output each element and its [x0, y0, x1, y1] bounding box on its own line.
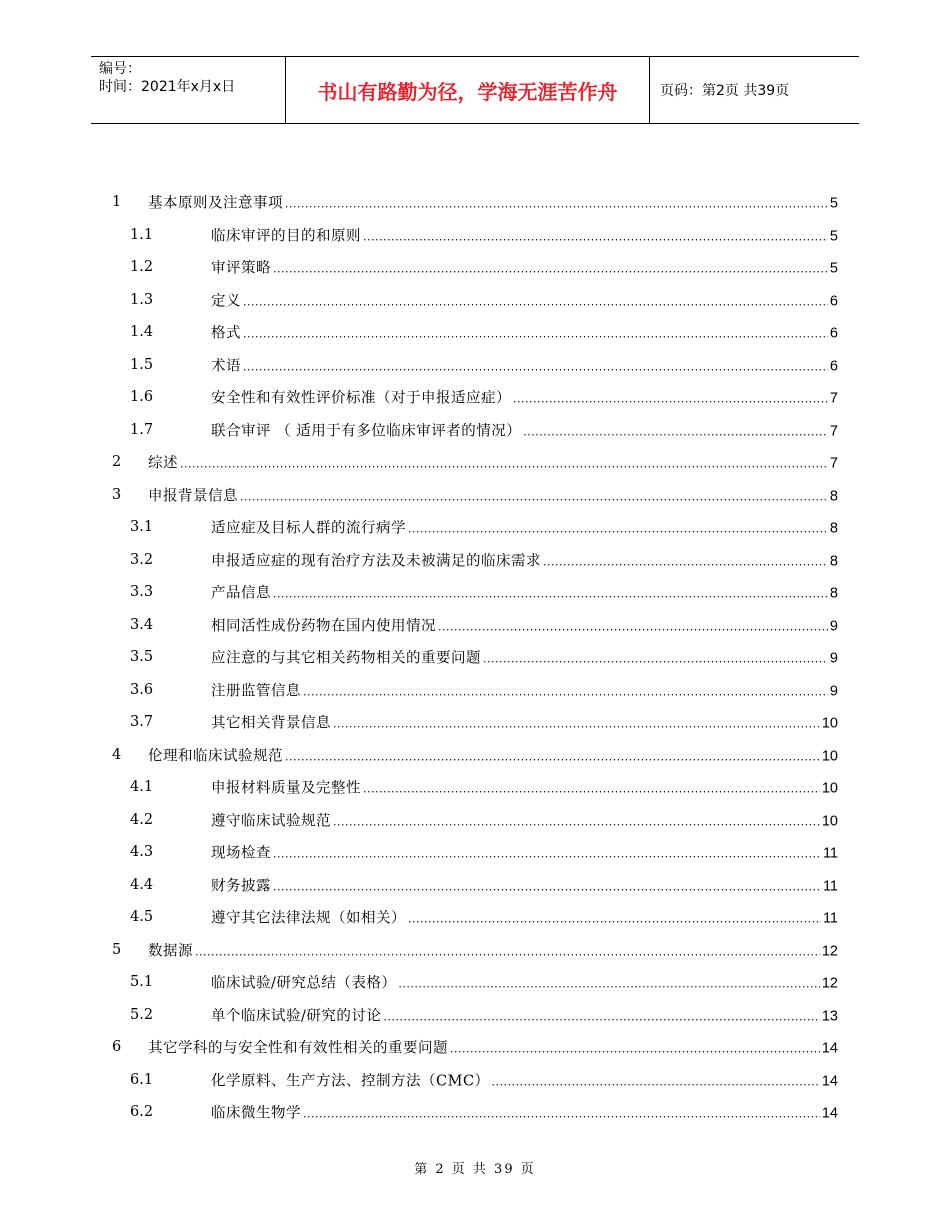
toc-dot-leader: [303, 685, 828, 698]
toc-entry-line: [211, 419, 838, 440]
toc-entry-title: 格式: [211, 325, 241, 342]
toc-entry-number: 3.7: [130, 714, 154, 731]
toc-entry-line: [211, 972, 838, 993]
toc-dot-leader: [363, 230, 828, 243]
header-motto: 书山有路勤为径，学海无涯苦作舟: [286, 57, 650, 123]
toc-entry-number: 1: [112, 194, 122, 211]
toc-entry-title: 综述: [148, 455, 178, 472]
toc-entry[interactable]: [0, 479, 950, 512]
toc-entry[interactable]: [0, 966, 950, 999]
toc-dot-leader: [273, 880, 821, 893]
toc-entry-number: 3.6: [130, 681, 154, 698]
toc-entry-title: 审评策略: [211, 260, 271, 277]
toc-entry[interactable]: [0, 544, 950, 577]
toc-entry-page: 7: [829, 455, 838, 472]
toc-entry[interactable]: [0, 674, 950, 707]
toc-entry[interactable]: [0, 186, 950, 219]
toc-entry-number: 3.3: [130, 584, 154, 601]
toc-entry-number: 3.2: [130, 551, 154, 568]
toc-entry[interactable]: [0, 771, 950, 804]
toc-dot-leader: [303, 1108, 820, 1121]
toc-entry-title: 现场检查: [211, 845, 271, 862]
toc-entry-title: 相同活性成份药物在国内使用情况: [211, 618, 436, 635]
document-number-label: 编号：: [99, 61, 141, 77]
toc-entry-line: [211, 387, 838, 408]
toc-entry-number: 6: [112, 1039, 122, 1056]
toc-entry-line: [211, 1102, 838, 1123]
toc-dot-leader: [483, 653, 828, 666]
toc-entry-number: 1.1: [130, 226, 154, 243]
toc-entry-line: [148, 939, 838, 960]
toc-entry[interactable]: [0, 804, 950, 837]
toc-entry-number: 1.4: [130, 324, 154, 341]
toc-entry[interactable]: [0, 1031, 950, 1064]
toc-entry-page: 12: [821, 975, 838, 992]
toc-entry[interactable]: [0, 934, 950, 967]
toc-entry-title: 安全性和有效性评价标准（对于申报适应症）: [211, 390, 511, 407]
toc-entry-number: 4.2: [130, 811, 154, 828]
toc-entry-title: 伦理和临床试验规范: [148, 748, 283, 765]
toc-dot-leader: [438, 620, 828, 633]
toc-entry-title: 数据源: [148, 943, 193, 960]
toc-dot-leader: [195, 945, 820, 958]
toc-entry-page: 6: [829, 325, 838, 342]
toc-entry-title: 遵守临床试验规范: [211, 813, 331, 830]
toc-entry-line: [211, 549, 838, 570]
toc-entry-page: 12: [821, 943, 838, 960]
toc-entry-number: 1.6: [130, 389, 154, 406]
toc-entry-number: 2: [112, 454, 122, 471]
toc-dot-leader: [273, 588, 828, 601]
toc-entry-line: [148, 1037, 838, 1058]
toc-entry-page: 10: [821, 813, 838, 830]
toc-entry-number: 5.2: [130, 1006, 154, 1023]
toc-entry-page: 9: [829, 618, 838, 635]
toc-entry[interactable]: [0, 1064, 950, 1097]
toc-dot-leader: [363, 783, 820, 796]
toc-dot-leader: [180, 458, 828, 471]
page-footer: 第 2 页 共 39 页: [414, 1162, 536, 1177]
toc-entry-page: 10: [821, 748, 838, 765]
toc-dot-leader: [243, 360, 828, 373]
toc-entry-line: [211, 842, 838, 863]
toc-entry[interactable]: [0, 446, 950, 479]
toc-entry-line: [211, 517, 838, 538]
toc-dot-leader: [243, 328, 828, 341]
toc-dot-leader: [398, 978, 819, 991]
page-header: [91, 56, 859, 124]
toc-entry-number: 1.7: [130, 421, 154, 438]
toc-entry[interactable]: [0, 1096, 950, 1129]
toc-dot-leader: [492, 1075, 820, 1088]
toc-entry[interactable]: [0, 999, 950, 1032]
toc-entry[interactable]: [0, 706, 950, 739]
toc-entry-line: [211, 777, 838, 798]
toc-entry-page: 10: [821, 715, 838, 732]
toc-dot-leader: [408, 523, 828, 536]
toc-entry-number: 4.4: [130, 876, 154, 893]
toc-entry-title: 单个临床试验/研究的讨论: [211, 1008, 382, 1025]
toc-entry-page: 8: [829, 488, 838, 505]
toc-entry-page: 14: [821, 1040, 838, 1057]
toc-entry-page: 11: [822, 878, 838, 895]
toc-entry-title: 联合审评 （ 适用于有多位临床审评者的情况）: [211, 423, 522, 440]
toc-dot-leader: [523, 425, 828, 438]
toc-entry-number: 1.3: [130, 291, 154, 308]
toc-entry[interactable]: [0, 381, 950, 414]
toc-entry-line: [211, 1069, 838, 1090]
toc-dot-leader: [543, 555, 828, 568]
toc-entry-page: 5: [829, 260, 838, 277]
toc-dot-leader: [285, 198, 828, 211]
toc-entry-line: [211, 1004, 838, 1025]
toc-entry-title: 产品信息: [211, 585, 271, 602]
toc-entry-number: 4.1: [130, 779, 154, 796]
toc-entry-number: 4: [112, 746, 122, 763]
toc-entry[interactable]: [0, 641, 950, 674]
toc-entry-page: 9: [829, 650, 838, 667]
toc-entry-number: 6.2: [130, 1104, 154, 1121]
toc-entry-line: [211, 647, 838, 668]
toc-entry-page: 5: [829, 228, 838, 245]
toc-dot-leader: [285, 750, 820, 763]
toc-entry-page: 6: [829, 358, 838, 375]
toc-entry-line: [211, 224, 838, 245]
toc-dot-leader: [450, 1043, 820, 1056]
toc-entry-title: 临床审评的目的和原则: [211, 228, 361, 245]
toc-dot-leader: [408, 913, 821, 926]
toc-entry-number: 3.5: [130, 649, 154, 666]
toc-entry-page: 8: [829, 520, 838, 537]
toc-entry-line: [148, 744, 838, 765]
toc-entry-title: 其它学科的与安全性和有效性相关的重要问题: [148, 1040, 448, 1057]
toc-entry[interactable]: [0, 609, 950, 642]
toc-entry-page: 7: [829, 390, 838, 407]
toc-entry-title: 定义: [211, 293, 241, 310]
toc-entry-number: 6.1: [130, 1071, 154, 1088]
header-page-info: 页码：第2页 共39页: [660, 83, 790, 99]
toc-entry-number: 5: [112, 941, 122, 958]
toc-entry[interactable]: [0, 284, 950, 317]
toc-entry[interactable]: [0, 219, 950, 252]
toc-entry[interactable]: [0, 316, 950, 349]
toc-entry-title: 适应症及目标人群的流行病学: [211, 520, 406, 537]
toc-entry-title: 申报适应症的现有治疗方法及未被满足的临床需求: [211, 553, 541, 570]
toc-entry-page: 10: [821, 780, 838, 797]
toc-entry-title: 注册监管信息: [211, 683, 301, 700]
toc-entry[interactable]: [0, 869, 950, 902]
toc-entry-line: [211, 614, 838, 635]
toc-entry-title: 其它相关背景信息: [211, 715, 331, 732]
toc-entry-line: [211, 679, 838, 700]
toc-dot-leader: [243, 295, 828, 308]
toc-entry-line: [148, 192, 838, 213]
toc-entry-page: 11: [822, 845, 838, 862]
toc-entry-line: [211, 874, 838, 895]
table-of-contents: [0, 186, 950, 1129]
toc-entry[interactable]: [0, 251, 950, 284]
toc-entry-page: 5: [829, 195, 838, 212]
toc-entry[interactable]: [0, 414, 950, 447]
toc-entry-title: 临床试验/研究总结（表格）: [211, 975, 397, 992]
toc-entry-number: 1.5: [130, 356, 154, 373]
toc-entry-line: [211, 907, 838, 928]
toc-entry-number: 3: [112, 486, 122, 503]
toc-entry-title: 遵守其它法律法规（如相关）: [211, 910, 406, 927]
toc-entry[interactable]: [0, 511, 950, 544]
toc-dot-leader: [383, 1010, 819, 1023]
toc-entry-number: 3.4: [130, 616, 154, 633]
toc-dot-leader: [273, 848, 821, 861]
toc-entry-page: 8: [829, 553, 838, 570]
toc-entry-title: 术语: [211, 358, 241, 375]
toc-entry[interactable]: [0, 576, 950, 609]
toc-entry-title: 基本原则及注意事项: [148, 195, 283, 212]
toc-entry-line: [211, 582, 838, 603]
toc-entry-page: 9: [829, 683, 838, 700]
toc-entry-page: 14: [821, 1073, 838, 1090]
toc-entry-number: 4.3: [130, 844, 154, 861]
toc-entry-line: [211, 257, 838, 278]
toc-entry-line: [211, 712, 838, 733]
toc-entry[interactable]: [0, 901, 950, 934]
toc-entry-line: [211, 322, 838, 343]
toc-entry-page: 6: [829, 293, 838, 310]
toc-entry[interactable]: [0, 836, 950, 869]
toc-entry-page: 7: [829, 423, 838, 440]
document-time: 时间：2021年x月x日: [99, 79, 236, 95]
toc-entry-number: 5.1: [130, 974, 154, 991]
toc-entry-page: 13: [821, 1008, 838, 1025]
toc-dot-leader: [333, 815, 820, 828]
toc-dot-leader: [333, 718, 820, 731]
toc-entry-title: 申报材料质量及完整性: [211, 780, 361, 797]
toc-entry-line: [148, 484, 838, 505]
toc-entry-title: 应注意的与其它相关药物相关的重要问题: [211, 650, 481, 667]
toc-entry-number: 4.5: [130, 909, 154, 926]
toc-entry-title: 化学原料、生产方法、控制方法（CMC）: [211, 1073, 490, 1090]
toc-entry-number: 1.2: [130, 259, 154, 276]
toc-entry-line: [211, 809, 838, 830]
toc-entry-line: [148, 452, 838, 473]
toc-entry-page: 14: [821, 1105, 838, 1122]
toc-entry[interactable]: [0, 739, 950, 772]
toc-entry[interactable]: [0, 349, 950, 382]
toc-dot-leader: [240, 490, 828, 503]
toc-entry-title: 临床微生物学: [211, 1105, 301, 1122]
toc-dot-leader: [513, 393, 828, 406]
toc-dot-leader: [273, 263, 828, 276]
toc-entry-title: 申报背景信息: [148, 488, 238, 505]
toc-entry-title: 财务披露: [211, 878, 271, 895]
toc-entry-line: [211, 289, 838, 310]
toc-entry-page: 8: [829, 585, 838, 602]
header-meta: [91, 57, 286, 123]
toc-entry-number: 3.1: [130, 519, 154, 536]
toc-entry-page: 11: [822, 910, 838, 927]
toc-entry-line: [211, 354, 838, 375]
